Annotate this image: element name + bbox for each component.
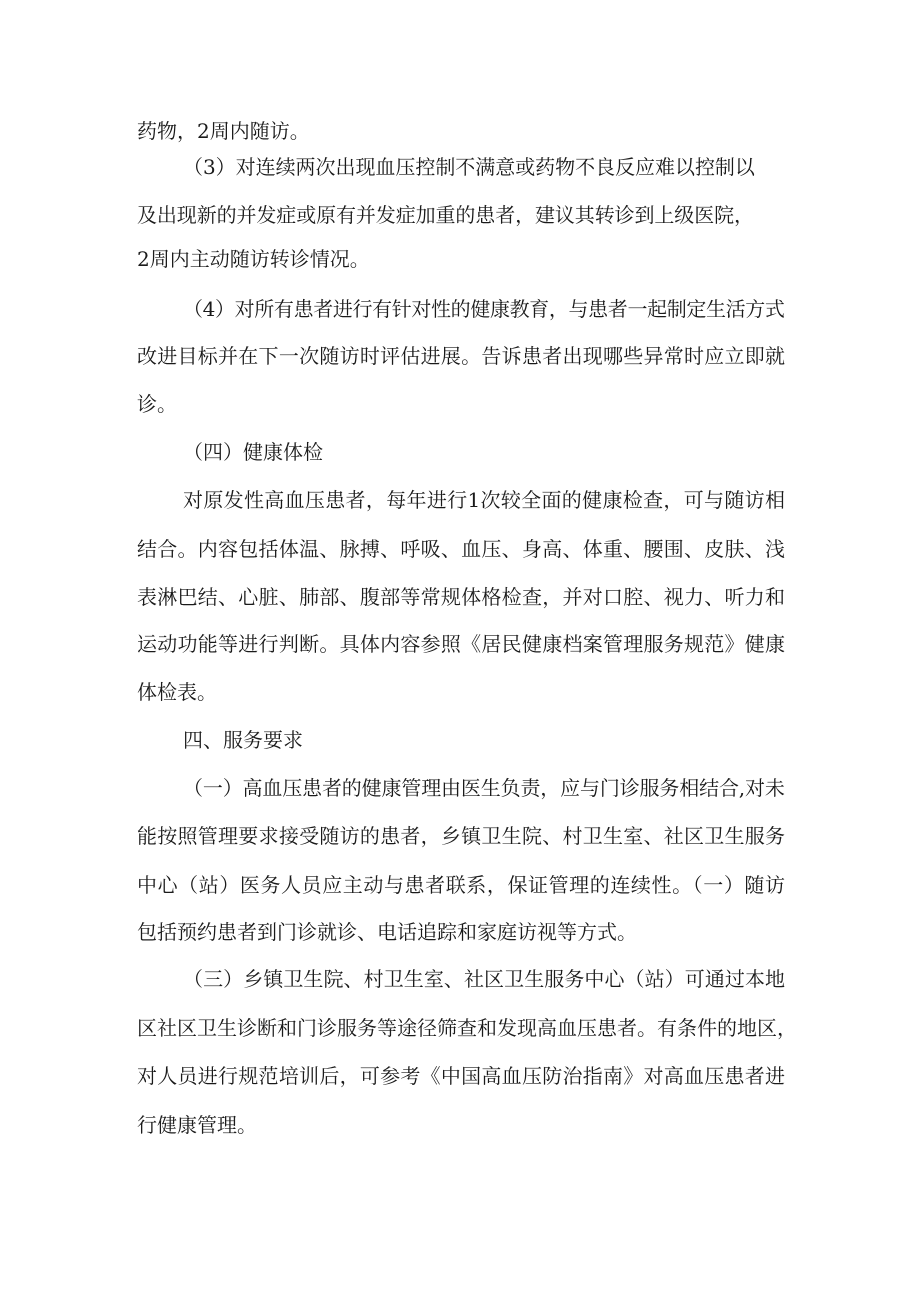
text-line: 结合。内容包括体温、脉搏、呼吸、血压、身高、体重、腰围、皮肤、浅 [137, 537, 786, 561]
text-line: （3）对连续两次出现血压控制不满意或药物不良反应难以控制以 [183, 155, 755, 179]
text-line: 表淋巴结、心脏、肺部、腹部等常规体格检查，并对口腔、视力、听力和 [137, 585, 786, 609]
text-line: 药物，2周内随访。 [137, 119, 310, 143]
text-line: 及出现新的并发症或原有并发症加重的患者，建议其转诊到上级医院， [137, 203, 754, 227]
text-line: （三）乡镇卫生院、村卫生室、社区卫生服务中心（站）可通过本地 [183, 967, 786, 991]
text-line: 改进目标并在下一次随访时评估进展。告诉患者出现哪些异常时应立即就 [137, 344, 786, 368]
text-line: 2周内主动随访转诊情况。 [137, 247, 370, 271]
section-heading: 四、服务要求 [183, 728, 303, 752]
text-line: 对原发性高血压患者，每年进行1次较全面的健康检查，可与随访相 [183, 488, 786, 512]
text-line: 包括预约患者到门诊就诊、电话追踪和家庭访视等方式。 [137, 920, 637, 944]
text-line: 运动功能等进行判断。具体内容参照《居民健康档案管理服务规范》健康 [137, 632, 786, 656]
text-line: （4）对所有患者进行有针对性的健康教育，与患者一起制定生活方式 [183, 297, 785, 321]
text-line: 能按照管理要求接受随访的患者，乡镇卫生院、村卫生室、社区卫生服务 [137, 824, 786, 848]
text-line: 行健康管理。 [137, 1113, 257, 1137]
text-line: 体检表。 [137, 680, 217, 704]
text-line: 中心（站）医务人员应主动与患者联系，保证管理的连续性。（一）随访 [137, 873, 786, 897]
section-heading: （四）健康体检 [183, 440, 323, 464]
text-line: 诊。 [137, 392, 177, 416]
text-line: 区社区卫生诊断和门诊服务等途径筛查和发现高血压患者。有条件的地区， [137, 1016, 797, 1040]
text-line: （一）高血压患者的健康管理由医生负责，应与门诊服务相结合,对未 [183, 776, 785, 800]
text-line: 对人员进行规范培训后，可参考《中国高血压防治指南》对高血压患者进 [137, 1064, 786, 1088]
